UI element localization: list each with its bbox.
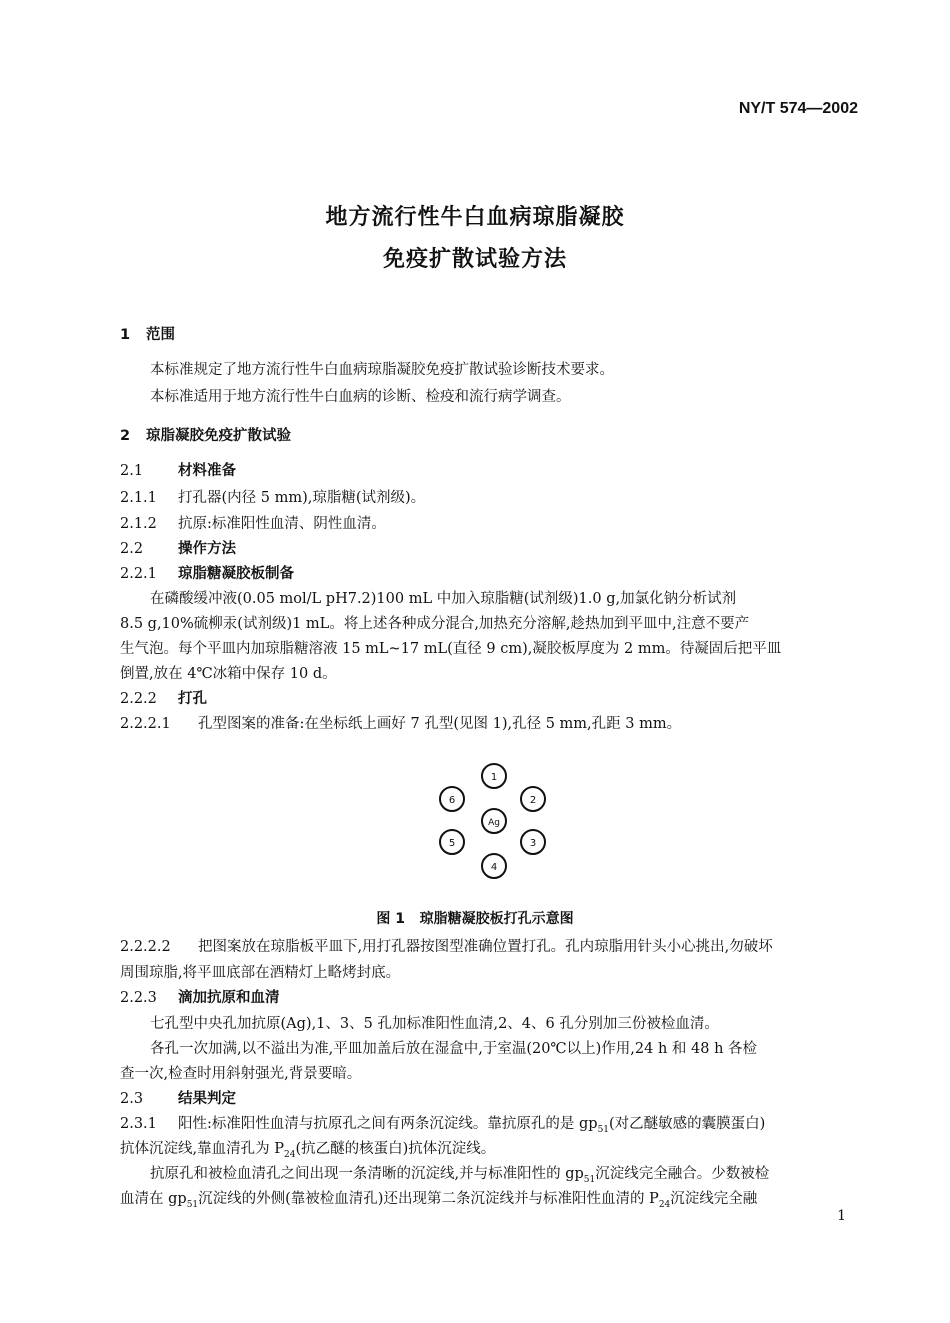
- section-number: 1: [120, 327, 131, 343]
- paragraph-line: 周围琼脂,将平皿底部在酒精灯上略烤封底。: [120, 965, 401, 981]
- clause-2-2-1-heading: [120, 562, 294, 583]
- document-title-line1: 地方流行性牛白血病琼脂凝胶: [325, 205, 625, 230]
- paragraph: 七孔型中央孔加抗原(Ag),1、3、5 孔加标准阳性血清,2、4、6 孔分别加三份被检血清。: [150, 1016, 719, 1032]
- paragraph-line: 在磷酸缓冲液(0.05 mol/L pH7.2)100 mL 中加入琼脂糖(试剂级)1.0 g,加氯化钠分析试剂: [150, 591, 737, 607]
- clause-2-2-2-1: [120, 712, 681, 733]
- paragraph-line: 倒置,放在 4℃冰箱中保存 10 d。: [120, 666, 337, 682]
- figure-number: 图 1: [376, 911, 405, 927]
- clause-number: 2.2.3: [120, 990, 157, 1006]
- seven-well-diagram: [420, 760, 570, 890]
- subsection-number: 2.3: [120, 1091, 144, 1107]
- clause-number: 2.1.1: [120, 490, 157, 506]
- subsection-title: 结果判定: [178, 1091, 236, 1107]
- section-2-heading: [120, 424, 291, 445]
- clause-text: 抗原:标准阳性血清、阴性血清。: [178, 516, 386, 532]
- document-title-line2: 免疫扩散试验方法: [382, 247, 567, 272]
- clause-title: 打孔: [178, 691, 207, 707]
- subsection-2-1-heading: [120, 459, 236, 480]
- paragraph-line: 查一次,检查时用斜射强光,背景要暗。: [120, 1066, 362, 1082]
- clause-title: 琼脂糖凝胶板制备: [178, 566, 294, 582]
- standard-code: NY/T 574—2002: [738, 100, 858, 117]
- paragraph: 本标准规定了地方流行性牛白血病琼脂凝胶免疫扩散试验诊断技术要求。: [150, 362, 614, 378]
- well-label: 4: [490, 862, 498, 873]
- clause-2-1-1: [120, 486, 425, 507]
- clause-2-2-2-2: [120, 935, 773, 956]
- figure-caption: [0, 908, 950, 928]
- section-title: 琼脂凝胶免疫扩散试验: [146, 428, 291, 444]
- figure-caption-text: 琼脂糖凝胶板打孔示意图: [419, 911, 574, 927]
- page-number: 1: [837, 1208, 846, 1224]
- clause-2-2-2-heading: [120, 687, 207, 708]
- subsection-number: 2.1: [120, 463, 144, 479]
- clause-text: 打孔器(内径 5 mm),琼脂糖(试剂级)。: [178, 490, 426, 506]
- paragraph-line: 8.5 g,10%硫柳汞(试剂级)1 mL。将上述各种成分混合,加热充分溶解,趁热加到平皿中,注意不要产: [120, 616, 750, 632]
- well-label: 1: [490, 772, 498, 783]
- clause-number: 2.2.2: [120, 691, 157, 707]
- clause-number: 2.1.2: [120, 516, 157, 532]
- subsection-2-2-heading: [120, 537, 236, 558]
- clause-title: 滴加抗原和血清: [178, 990, 280, 1006]
- subsection-2-3-heading: [120, 1087, 236, 1108]
- clause-2-1-2: [120, 512, 386, 533]
- center-well-label: Ag: [488, 818, 500, 828]
- subsection-number: 2.2: [120, 541, 144, 557]
- section-1-heading: [120, 323, 175, 344]
- paragraph: 本标准适用于地方流行性牛白血病的诊断、检疫和流行病学调查。: [150, 389, 571, 405]
- paragraph-line: 血清在 $gp_{51}$沉淀线的外侧(靠被检血清孔)还出现第二条沉淀线并与标准阳性血清的 $P_{24}$沉淀线完全融: [120, 1191, 758, 1210]
- clause-number: 2.2.2.2: [120, 939, 171, 955]
- well-label: 5: [448, 838, 456, 849]
- paragraph-line: 各孔一次加满,以不溢出为准,平皿加盖后放在湿盒中,于室温(20℃以上)作用,24 h 和 48 h 各检: [150, 1041, 758, 1057]
- section-title: 范围: [146, 327, 175, 343]
- paragraph-line: 生气泡。每个平皿内加琼脂糖溶液 15 mL~17 mL(直径 9 cm),凝胶板厚度为 2 mm。待凝固后把平皿: [120, 641, 782, 657]
- subsection-title: 材料准备: [178, 463, 236, 479]
- clause-text: 把图案放在琼脂板平皿下,用打孔器按图型准确位置打孔。孔内琼脂用针头小心挑出,勿破坏: [198, 939, 773, 955]
- paragraph-line: 抗体沉淀线,靠血清孔为 $P_{24}$(抗乙醚的核蛋白)抗体沉淀线。: [120, 1141, 496, 1160]
- section-number: 2: [120, 428, 131, 444]
- clause-number: 2.2.1: [120, 566, 157, 582]
- clause-text: 孔型图案的准备:在坐标纸上画好 7 孔型(见图 1),孔径 5 mm,孔距 3 mm。: [198, 716, 682, 732]
- clause-2-2-3-heading: [120, 986, 280, 1007]
- clause-number: 2.3.1: [120, 1116, 157, 1132]
- clause-2-3-1: [120, 1112, 765, 1135]
- well-label: 6: [448, 795, 456, 806]
- well-label: 2: [529, 795, 537, 806]
- paragraph-line: 抗原孔和被检血清孔之间出现一条清晰的沉淀线,并与标准阳性的 $gp_{51}$沉淀线完全融合。少数被检: [150, 1166, 770, 1185]
- well-label: 3: [529, 838, 537, 849]
- clause-number: 2.2.2.1: [120, 716, 171, 732]
- subsection-title: 操作方法: [178, 541, 236, 557]
- clause-text: 阳性:标准阳性血清与抗原孔之间有两条沉淀线。靠抗原孔的是 $gp_{51}$(对乙醚敏感的囊膜蛋白): [178, 1116, 766, 1135]
